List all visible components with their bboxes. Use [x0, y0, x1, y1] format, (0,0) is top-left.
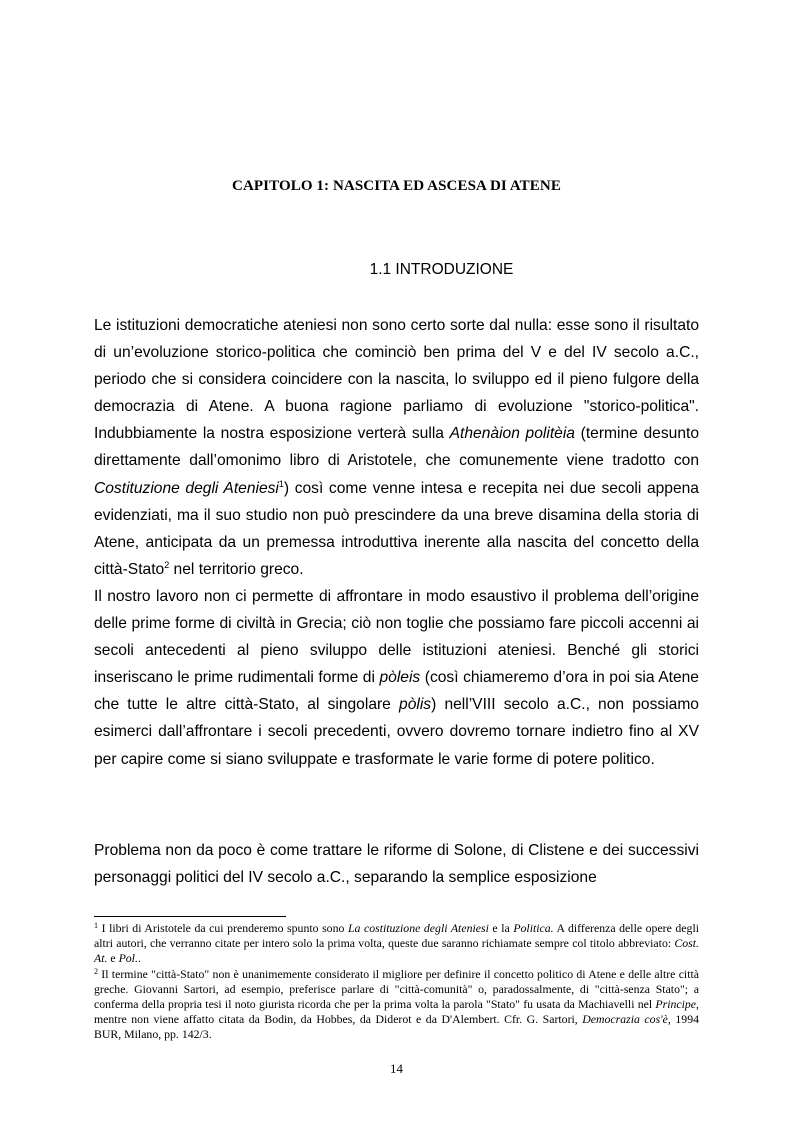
section-title: 1.1 INTRODUZIONE [369, 261, 514, 278]
footnote-text: e la [488, 921, 514, 935]
footnote-separator [94, 916, 286, 917]
paragraph-text: ) nell’VIII secolo a.C., non possiamo esimerci dall’affrontare i secoli precedenti, ovvero dovremo tornare indietro fino al XV per capire come si siano sviluppate e trasformate le varie forme di potere politico. [94, 696, 699, 768]
footnote-2 [94, 967, 699, 1043]
body-paragraph-2 [94, 837, 699, 891]
page-number: 14 [390, 1061, 403, 1076]
footnote-italic: La costituzione degli Ateniesi [347, 921, 489, 935]
paragraph-text: ) così come venne intesa e recepita nei due secoli appena evidenziati, ma il suo studio non può prescindere da una breve disamina della storia di Atene, anticipata da un premessa introduttiva inerente alla nascita del concetto della città-Stato [94, 479, 699, 578]
footnote-mark: 2 [94, 966, 98, 976]
italic-term: pòleis [379, 669, 421, 687]
footnote-1 [94, 921, 699, 967]
footnotes [94, 921, 699, 1043]
footnote-text: A differenza delle opere degli altri autori, che verranno citate per intero solo la prima volta, queste due saranno richiamate sempre col titolo abbreviato: [94, 921, 700, 951]
paragraph-text: Le istituzioni democratiche ateniesi non sono certo sorte dal nulla: esse sono il risultato di un’evoluzione storico-politica che cominciò ben prima del V e del IV secolo a.C., periodo che si considera coincidere con la nascita, lo sviluppo ed il pieno fulgore della democrazia di Atene. A buona ragione parliamo di evoluzione "storico-politica". Indubbiamente la nostra esposizione verterà sulla [94, 317, 699, 443]
footnote-reference: 1 [278, 478, 284, 489]
paragraph-text: (termine desunto direttamente dall’omonimo libro di Aristotele, che comunemente viene tradotto con [94, 425, 699, 470]
footnote-italic: Pol. [118, 951, 138, 966]
footnote-text: Il termine "città-Stato" non è unanimemente considerato il migliore per definire il concetto politico di Atene e delle altre città greche. Giovanni Sartori, ad esempio, preferisce parlare di "città-comunità" o, paradossalmente, di "città-senza Stato"; a conferma della propria tesi il noto giurista ricorda che per la prima volta la parola "Stato" fu usata da Machiavelli nel [94, 966, 699, 1012]
paragraph-text: Il nostro lavoro non ci permette di affrontare in modo esaustivo il problema dell’origine delle prime forme di civiltà in Grecia; ciò non toglie che possiamo fare piccoli accenni ai secoli antecedenti al pieno sviluppo delle istituzioni ateniesi. Benché gli storici inseriscano le prime rudimentali forme di [94, 587, 699, 687]
body-paragraph-1 [94, 312, 699, 773]
italic-term: Costituzione degli Ateniesi [94, 479, 279, 497]
paragraph-text: Problema non da poco è come trattare le riforme di Solone, di Clistene e dei successivi personaggi politici del IV secolo a.C., separando la semplice esposizione [94, 842, 699, 887]
footnote-text: . [137, 951, 141, 966]
italic-term: pòlis [399, 696, 432, 714]
footnote-italic: Cost. At. [94, 936, 699, 966]
paragraph-text: (così chiameremo d’ora in poi sia Atene che tutte le altre città-Stato, al singolare [94, 669, 699, 714]
footnote-mark: 1 [94, 921, 98, 930]
footnote-text: , 1994 BUR, Milano, pp. 142/3. [94, 1012, 699, 1042]
footnote-text: I libri di Aristotele da cui prenderemo spunto sono [98, 921, 348, 935]
footnote-reference: 2 [164, 559, 170, 570]
footnote-italic: Politica. [513, 921, 554, 935]
chapter-title: CAPITOLO 1: NASCITA ED ASCESA DI ATENE [232, 178, 561, 194]
paragraph-text: nel territorio greco. [169, 560, 304, 578]
italic-term: Athenàion politèia [449, 425, 575, 443]
footnote-italic: Principe [655, 997, 697, 1012]
footnote-text: , mentre non viene affatto citata da Bodin, da Hobbes, da Diderot e da D'Alembert. Cfr. G. Sartori, [94, 997, 699, 1027]
footnote-italic: Democrazia cos'è [582, 1012, 668, 1027]
footnote-text: e [107, 951, 119, 966]
